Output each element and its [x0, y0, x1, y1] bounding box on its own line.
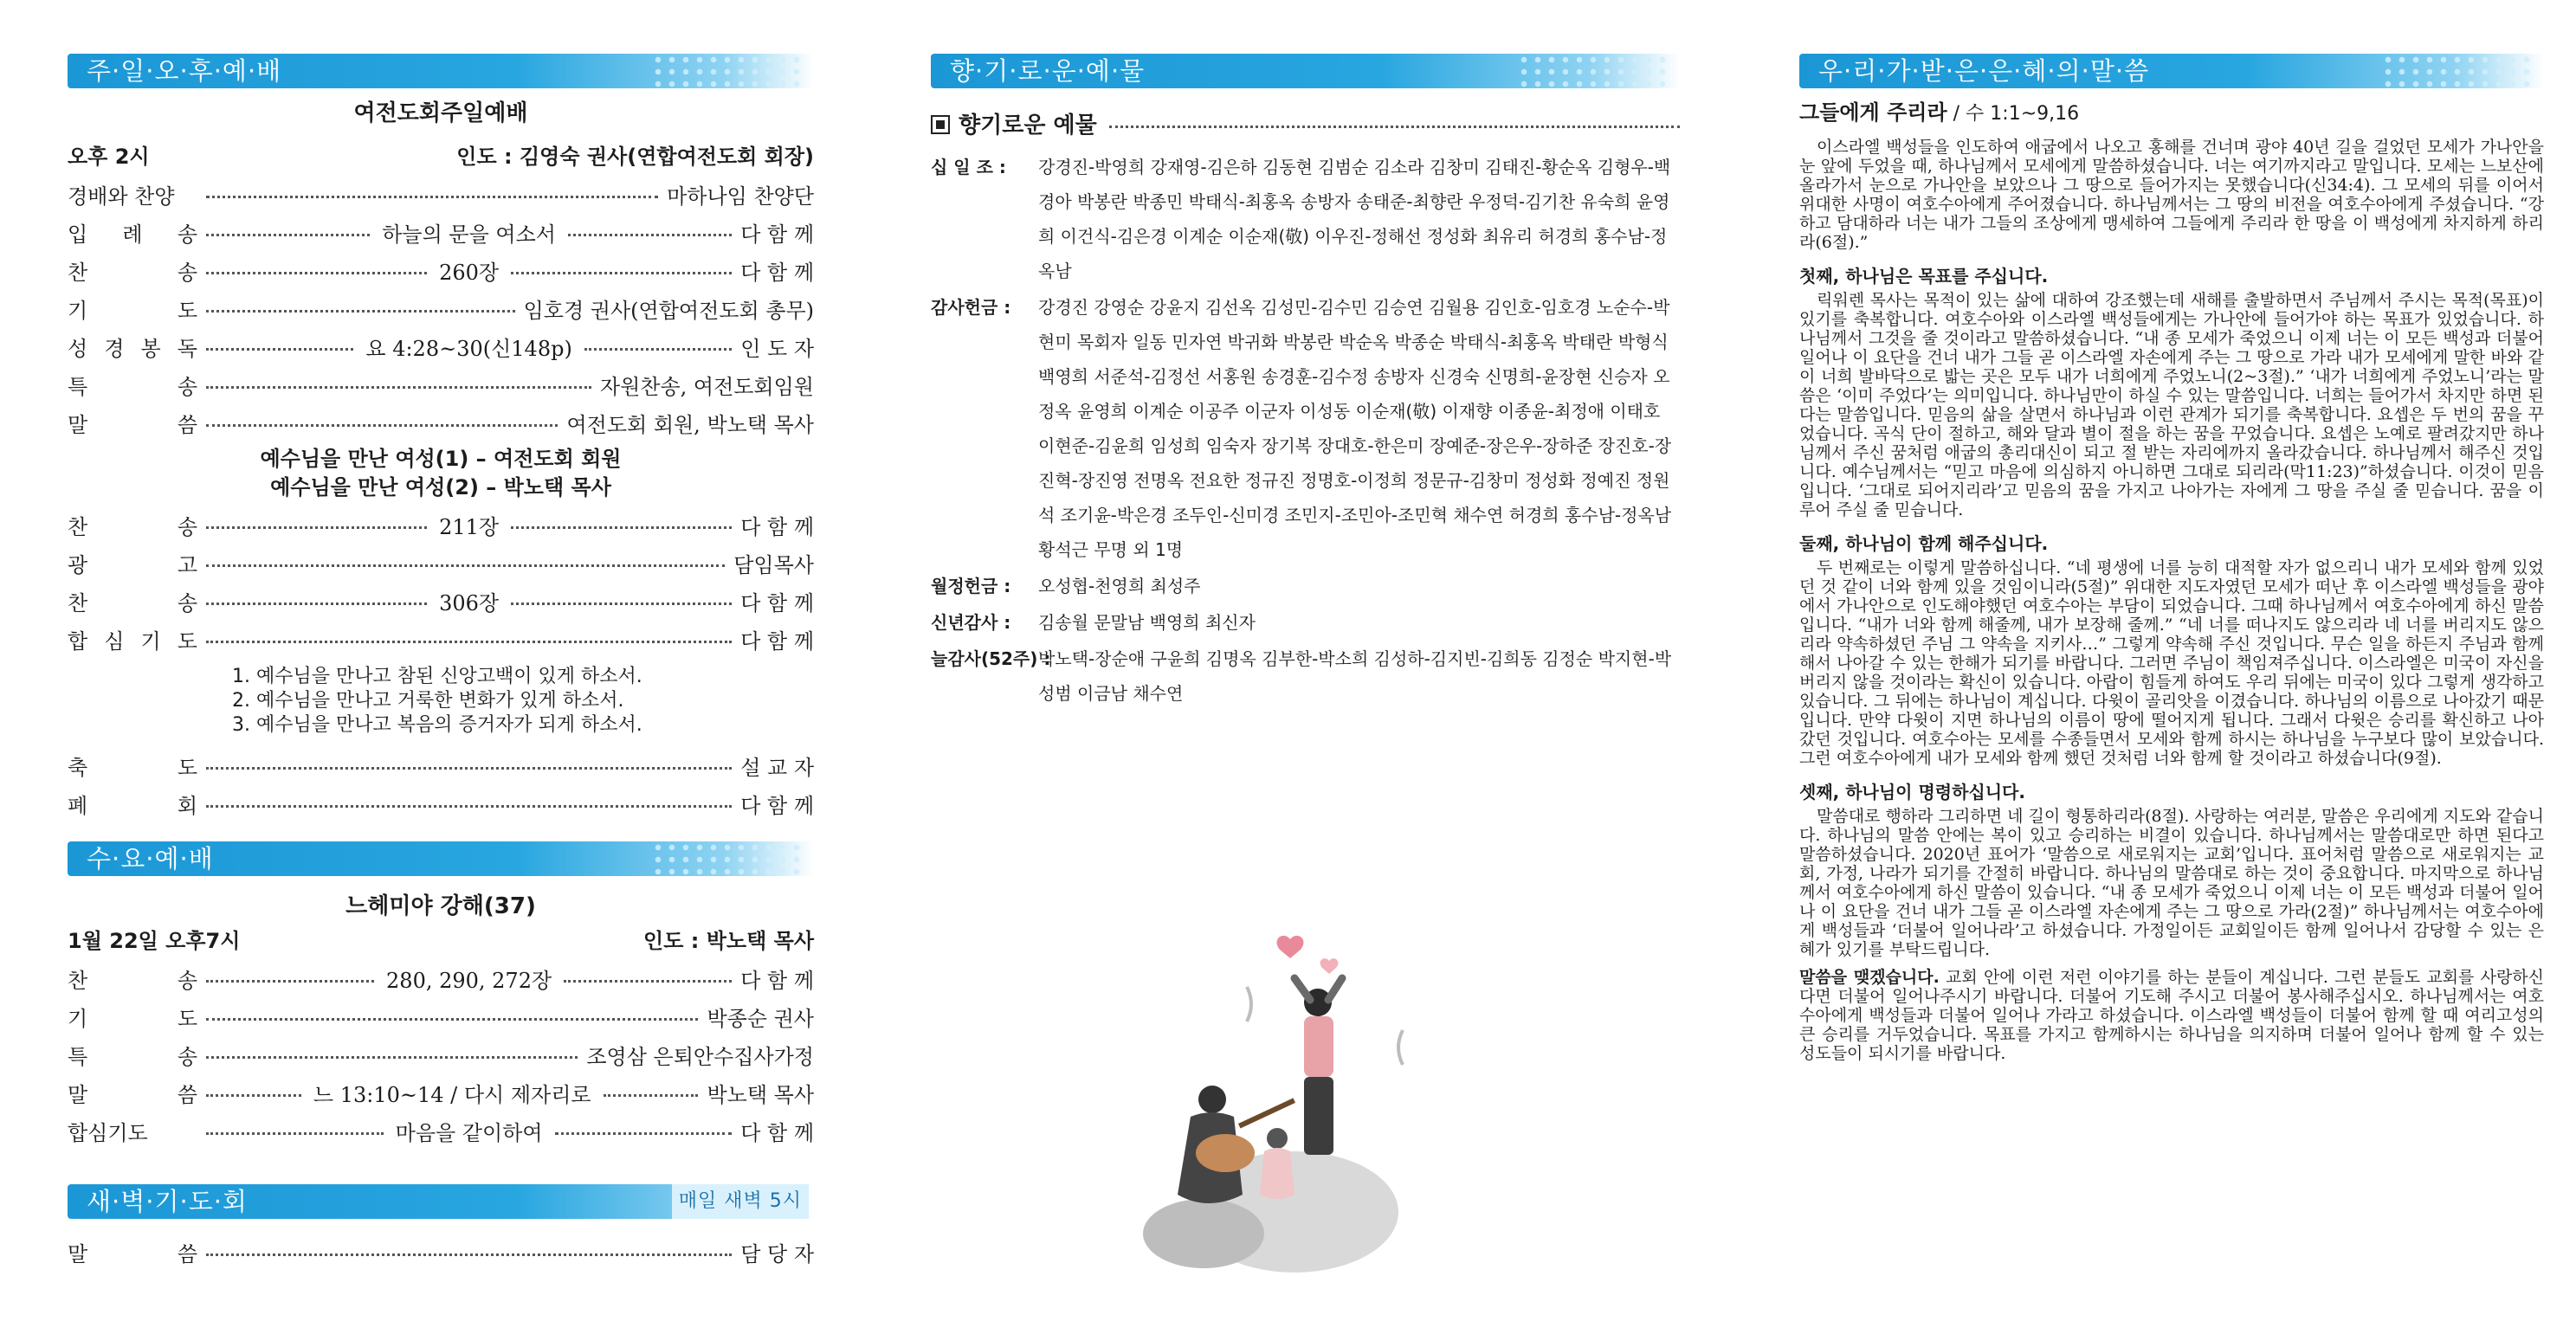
- order-label: [68, 1002, 197, 1032]
- order-person: 설 교 자: [740, 755, 814, 780]
- sunday-head: [68, 139, 814, 170]
- worship-order-column: [68, 54, 814, 1271]
- order-person: 박노택 목사: [707, 1082, 815, 1107]
- order-label-char: 찬: [68, 514, 88, 539]
- sunday-order-list-2: [68, 506, 814, 658]
- order-label-char: 폐: [68, 793, 88, 818]
- order-row: [68, 746, 814, 784]
- dotted-leader: [206, 1132, 384, 1135]
- order-label-char: 성: [68, 336, 88, 361]
- offerings-column: [931, 54, 1680, 712]
- dotted-leader: [206, 272, 427, 274]
- sermon-reference: / 수 1:1~9,16: [1947, 103, 2080, 125]
- dotted-leader: [206, 564, 725, 567]
- order-label-char: 독: [177, 336, 197, 361]
- order-row: [68, 403, 814, 441]
- order-detail: 요 4:28~30(신148p): [365, 336, 572, 361]
- dotted-leader: [206, 234, 370, 236]
- order-label-char: 합심기도: [68, 1120, 148, 1145]
- banner-dots: [2381, 54, 2537, 88]
- order-label-char: 찬: [68, 968, 88, 993]
- dotted-leader: [206, 424, 558, 427]
- dotted-leader: [555, 1132, 733, 1135]
- dotted-leader: [206, 1094, 301, 1097]
- heading-dotted-rule: [1109, 126, 1680, 128]
- order-label-char: 찬: [68, 590, 88, 615]
- order-row: [68, 175, 814, 213]
- order-detail: 마음을 같이하여: [395, 1120, 543, 1145]
- offering-row: [931, 150, 1680, 288]
- order-person: 다 함 께: [740, 590, 814, 615]
- offering-row: [931, 641, 1680, 711]
- order-detail: 211장: [439, 514, 500, 539]
- order-person: 마하나임 찬양단: [667, 184, 814, 209]
- sunday-order-list-1: [68, 175, 814, 441]
- offerings-banner-title: 향·기·로·운·예·물: [950, 56, 1146, 86]
- wednesday-banner: [68, 841, 814, 876]
- order-person: 다 함 께: [740, 968, 815, 993]
- wednesday-banner-title: 수·요·예·배: [87, 844, 214, 873]
- order-person: 다 함 께: [740, 222, 815, 247]
- section-heading: 둘째, 하나님이 함께 해주십니다.: [1799, 533, 2049, 554]
- dawn-banner: [68, 1184, 814, 1219]
- order-detail: 260장: [439, 260, 500, 285]
- dotted-leader: [511, 272, 732, 274]
- dotted-leader: [511, 526, 732, 529]
- closing-body: 교회 안에 이런 저런 이야기를 하는 분들이 계십니다. 그런 분들도 교회를 사랑하신다면 더불어 일어나주시기 바랍니다. 더불어 기도해 주시고 더불어 봉사해주십시오. 하나님께서는 여호수아에게 백성들과 더불어 일어나 가라고 하셨습니다. 이스라엘 백성들이 더불어 함께 할 때 여리고성의 큰 승리를 거두었습니다. 목표를 가지고 함께하시는 하나님을 의지하며 더불어 일어나 함께 할 수 있는 성도들이 되시기를 바랍니다.: [1799, 968, 2545, 1063]
- order-row: [68, 620, 814, 658]
- order-row: [68, 506, 814, 544]
- square-bullet-icon: [931, 115, 950, 134]
- order-label-char: 례: [122, 222, 143, 247]
- order-label-char: 말: [68, 1082, 88, 1107]
- order-detail: 306장: [439, 590, 500, 615]
- order-label-char: 말: [68, 1241, 88, 1266]
- dotted-leader: [206, 386, 591, 389]
- dawn-banner-title: 새·벽·기·도·회: [87, 1187, 248, 1216]
- dotted-leader: [511, 603, 732, 605]
- banner-dots: [651, 841, 807, 876]
- order-label: [68, 1040, 197, 1070]
- order-label-char: 말: [68, 412, 88, 437]
- order-row: [68, 1233, 814, 1271]
- order-person: 박종순 권사: [707, 1006, 814, 1031]
- offering-names: 박노택-장순애 구윤희 김명옥 김부한-박소희 김성하-김지빈-김희동 김정순 박지현-박성범 이금남 채수연: [1038, 648, 1672, 704]
- order-label-char: 기: [68, 298, 88, 323]
- section-body: 말씀대로 행하라 그리하면 네 길이 형통하리라(8절). 사랑하는 여러분, 말씀은 우리에게 지도와 같습니다. 하나님의 말씀 안에는 복이 있고 승리하는 비결이 있습니다. 하나님께서는 말씀대로만 하면 된다고 말씀하셨습니다. 2020년 표어가 ‘말씀으로 새로워지는 교회’입니다. 표어처럼 말씀으로 새로워지는 교회, 가정, 나라가 되기를 간절히 바랍니다. 하나님의 말씀대로 하는 것이 중요합니다. 마지막으로 하나님께서 여호수아에게 하신 말씀이 있습니다. “내 종 모세가 죽었으니 이제 너는 이 모든 백성과 더불어 일어나 이 요단을 건너 내가 그들 곧 이스라엘 자손에게 주는 그 땅으로 가라(2절)” 하나님께서는 여호수아에게 백성들과 ‘더불어 일어나라’고 하셨습니다. 가정일이든 교회일이든 함께 일어나서 감당할 수 있는 은혜가 있기를 부탁드립니다.: [1799, 807, 2544, 959]
- order-detail: 280, 290, 272장: [386, 968, 552, 993]
- order-person: 다 함 께: [740, 628, 814, 654]
- order-label: [68, 293, 197, 324]
- order-label: [68, 408, 197, 438]
- banner-dots: [651, 54, 807, 88]
- order-label-char: 송: [177, 514, 197, 539]
- dotted-leader: [604, 1094, 699, 1097]
- order-row: [68, 959, 814, 997]
- order-label-char: 광: [68, 552, 88, 577]
- order-label-char: 고: [177, 552, 197, 577]
- order-label: [68, 751, 197, 781]
- offering-label: 늘감사(52주) :: [931, 648, 1051, 669]
- dotted-leader: [206, 980, 374, 983]
- sermon-intro: 이스라엘 백성들을 인도하여 애굽에서 나오고 홍해를 건너며 광야 40년 길을 걸었던 모세가 가나안을 눈 앞에 두었을 때, 하나님께서 모세에게 말씀하셨습니다. 너는 여기까지라고 말입니다. 모세는 느보산에 올라가서 눈으로 가나안을 보았으나 그 땅으로 들어가지는 못했습니다(신34:4). 그 모세의 뒤를 이어서 위대한 사명이 여호수아에게 주어졌습니다. 하나님께서는 그 땅의 비전을 여호수아에게 주셨습니다. “강하고 담대하라 너는 내가 그들의 조상에게 맹세하여 그들에게 주리라 한 땅을 이 백성에게 차지하게 하리라(6절).”: [1799, 138, 2544, 252]
- dotted-leader: [206, 1056, 578, 1059]
- order-label-char: 특: [68, 374, 88, 399]
- order-person: 담임목사: [733, 552, 814, 577]
- order-label: [68, 789, 197, 819]
- dotted-leader: [568, 234, 732, 236]
- order-label-char: 도: [177, 298, 197, 323]
- order-label-char: 특: [68, 1044, 88, 1069]
- sunday-title: 여전도회주일예배: [353, 100, 528, 126]
- order-person: 임호경 권사(연합여전도회 총무): [523, 298, 814, 323]
- order-label-char: 송: [177, 1044, 197, 1069]
- order-label-char: 경배와 찬양: [68, 184, 175, 209]
- section-heading: 첫째, 하나님은 목표를 주십니다.: [1799, 266, 2049, 287]
- order-label-char: 경: [104, 336, 125, 361]
- offering-names: 강경진 강영순 강윤지 김선옥 김성민-김수민 김승연 김월용 김인호-임호경 노순수-박현미 목회자 일동 민자연 박귀화 박봉란 박순옥 박종순 박태식-최홍옥 박태란 박형식 백영희 서준석-김정선 서홍원 송경훈-김수정 송방자 신경숙 신명희-윤장현 신승자 오정옥 윤영희 이계순 이공주 이군자 이성동 이순재(敬) 이재향 이종윤-최정애 이태호 이현준-김윤희 임성희 임숙자 장기복 장대호-한은미 장예준-장은우-장하준 장진호-장진혁-장진영 전명옥 전요한 정규진 정명호-이정희 정문규-김창미 정성화 정예진 정원석 조기윤-박은경 조두인-신미경 조민지-조민아-조민혁 채수연 허경희 홍수남-정옥남 황석근 무명 외 1명: [1038, 297, 1672, 560]
- order-label: [68, 510, 197, 540]
- order-label-char: 봉: [140, 336, 161, 361]
- dotted-leader: [206, 1253, 732, 1256]
- dotted-leader: [206, 526, 427, 529]
- offering-label: 신년감사 :: [931, 612, 1011, 633]
- order-person: 담 당 자: [740, 1241, 814, 1266]
- dotted-leader: [206, 1018, 698, 1021]
- order-row: [68, 997, 814, 1035]
- offerings-heading-text: 향기로운 예물: [959, 113, 1097, 139]
- sunday-time: 오후 2시: [68, 145, 150, 169]
- banner-dots: [1517, 54, 1673, 88]
- sunday-leader: 인도 : 김영숙 권사(연합여전도회 회장): [456, 145, 814, 169]
- wednesday-order-list: [68, 959, 814, 1150]
- wednesday-leader: 인도 : 박노택 목사: [643, 929, 814, 953]
- order-person: 조영삼 은퇴안수집사가정: [586, 1044, 814, 1069]
- dotted-leader: [206, 348, 353, 351]
- order-detail: 하늘의 문을 여소서: [382, 222, 556, 247]
- sermon-title: [1799, 95, 2544, 126]
- order-row: [68, 327, 814, 365]
- order-person: 여전도회 회원, 박노택 목사: [566, 412, 814, 437]
- dotted-leader: [206, 767, 732, 770]
- offering-row: [931, 290, 1680, 567]
- order-label-char: 송: [177, 590, 197, 615]
- order-person: 자원찬송, 여전도회임원: [599, 374, 814, 399]
- prayer-topics: [232, 665, 814, 738]
- section-body: 릭워렌 목사는 목적이 있는 삶에 대하여 강조했는데 새해를 출발하면서 주님께서 주시는 목적(목표)이 있기를 축복합니다. 여호수아와 이스라엘 백성들에게는 가나안에 들어가야 하는 목표가 있었습니다. 하나님께서 그것을 줄 것이라고 말씀하셨습니다. “내 종 모세가 죽었으니 이제 너는 이 모든 백성과 더불어 일어나 이 요단을 건너 내가 그들 곧 이스라엘 자손에게 주는 그 땅으로 가라 내가 모세에게 말한 바와 같이 너희 발바닥으로 밟는 곳은 모두 내가 너희에게 주었노니(2~3절).” ‘내가 너희에게 주었노니’라는 말씀은 ‘이미 주었다’는 의미입니다. 하나님만이 하실 수 있는 말씀입니다. 너희는 들어가서 차지만 하면 된다는 말씀입니다. 믿음의 삶을 살면서 하나님과 이런 관계가 되기를 축복합니다. 요셉은 두 번의 꿈을 꾸었습니다. 곡식 단이 절하고, 해와 달과 별이 절을 하는 꿈을 꾸었습니다. 요셉은 노예로 팔려갔지만 하나님께서 주신 꿈처럼 애굽의 총리대신이 되고 절 받는 자리에까지 올라갔습니다. 하나님께서 해주신 것입니다. 예수님께서는 “믿고 마음에 의심하지 아니하면 그대로 되리라(막11:23)”하셨습니다. 이것이 믿음입니다. ‘그대로 되어지리라’고 믿음의 꿈을 가지고 나아가는 자에게 그 땅을 주실 줄 믿습니다. 꿈을 이루어 주실 줄 믿습니다.: [1799, 291, 2544, 519]
- order-label: [68, 1078, 197, 1108]
- offerings-heading: [931, 107, 1680, 139]
- offerings-list: [931, 150, 1680, 711]
- order-label: [68, 1237, 197, 1267]
- order-label-char: 도: [177, 628, 197, 654]
- order-row: [68, 582, 814, 620]
- order-person: 인 도 자: [740, 336, 815, 361]
- order-label-char: 기: [140, 628, 161, 654]
- order-label-char: 도: [177, 755, 197, 780]
- order-row: [68, 1035, 814, 1073]
- dotted-leader: [584, 348, 732, 351]
- dotted-leader: [206, 641, 732, 643]
- offering-label: 감사헌금 :: [931, 297, 1011, 318]
- dotted-leader: [206, 805, 732, 808]
- worship-illustration: [1117, 926, 1472, 1290]
- prayer-item: 1. 예수님을 만나고 참된 신앙고백이 있게 하소서.: [232, 666, 642, 687]
- prayer-item: 3. 예수님을 만나고 복음의 증거자가 되게 하소서.: [232, 714, 642, 736]
- sermon-closing: [1799, 968, 2544, 1063]
- order-label: [68, 217, 197, 248]
- order-row: [68, 365, 814, 403]
- offering-row: [931, 605, 1680, 640]
- order-label: [68, 548, 197, 578]
- order-label-char: 송: [177, 374, 197, 399]
- sunday-banner-title: 주·일·오·후·예·배: [87, 56, 282, 86]
- order-label-char: 송: [177, 968, 197, 993]
- wednesday-head: [68, 924, 814, 954]
- sermon-title-1: 예수님을 만난 여성(1) – 여전도회 회원: [260, 447, 622, 471]
- order-label-char: 심: [104, 628, 125, 654]
- order-person: 다 함 께: [740, 260, 814, 285]
- dotted-leader: [206, 310, 515, 313]
- sunday-order-list-3: [68, 746, 814, 822]
- offering-names: 강경진-박영희 강재영-김은하 김동현 김범순 김소라 김창미 김태진-황순옥 김형우-백경아 박봉란 박종민 박태식-최홍옥 송방자 송태준-최향란 우정덕-김기찬 유숙희 윤영희 이건식-김은경 이계순 이순재(敬) 이우진-정해선 정성화 최유리 허경희 홍수남-정옥남: [1038, 157, 1671, 281]
- order-label-char: 입: [68, 222, 88, 247]
- order-label: [68, 255, 197, 286]
- sermon-banner: [1799, 54, 2544, 88]
- offering-row: [931, 569, 1680, 603]
- order-label-char: 도: [177, 1006, 197, 1031]
- offering-names: 김송월 문말남 백영희 최신자: [1038, 612, 1256, 633]
- order-person: 다 함 께: [740, 793, 814, 818]
- order-label: [68, 624, 197, 654]
- sermon-titles: [68, 445, 814, 502]
- order-person: 다 함 께: [740, 514, 814, 539]
- order-label-char: 기: [68, 1006, 88, 1031]
- order-row: [68, 1112, 814, 1150]
- sunday-banner: [68, 54, 814, 88]
- dawn-order-list: [68, 1233, 814, 1271]
- sermon-banner-title: 우·리·가·받·은·은·혜·의·말·씀: [1818, 56, 2150, 86]
- order-label-char: 회: [177, 793, 197, 818]
- sermon-title-2: 예수님을 만난 여성(2) – 박노택 목사: [270, 475, 611, 499]
- order-row: [68, 289, 814, 327]
- dotted-leader: [564, 980, 732, 983]
- wednesday-time: 1월 22일 오후7시: [68, 929, 241, 953]
- offerings-banner: [931, 54, 1680, 88]
- dotted-leader: [206, 196, 658, 198]
- order-label: [68, 370, 197, 400]
- order-row: [68, 784, 814, 822]
- section-heading: 셋째, 하나님이 명령하십니다.: [1799, 782, 2025, 802]
- order-label-char: 찬: [68, 260, 88, 285]
- offering-names: 오성협-천영희 최성주: [1038, 576, 1201, 596]
- sermon-title-text: 그들에게 주리라: [1799, 100, 1947, 125]
- order-row: [68, 251, 814, 289]
- closing-heading: 말씀을 맺겠습니다.: [1799, 968, 1940, 987]
- order-label: [68, 1116, 197, 1146]
- order-person: 다 함 께: [740, 1120, 815, 1145]
- order-detail: 느 13:10~14 / 다시 제자리로: [313, 1082, 591, 1107]
- dotted-leader: [206, 603, 427, 605]
- order-label-char: 송: [177, 222, 197, 247]
- order-label-char: 송: [177, 260, 197, 285]
- dawn-time-badge: 매일 새벽 5시: [672, 1184, 809, 1219]
- order-label-char: 축: [68, 755, 88, 780]
- offering-label: 월정헌금 :: [931, 576, 1011, 596]
- order-label-char: 씀: [177, 412, 197, 437]
- section-body: 두 번째로는 이렇게 말씀하십니다. “네 평생에 너를 능히 대적할 자가 없으리니 내가 모세와 함께 있었던 것 같이 너와 함께 있을 것임이니라(5절)” 위대한 지도자였던 모세가 떠난 후 이스라엘 백성들을 광야에서 가나안으로 인도해야했던 여호수아는 부담이 되었습니다. 그때 하나님께서 여호수아에게 하신 말씀입니다. “내가 너와 함께 해줄께, 내가 보장해 줄께.” “네 너를 떠나지도 않으리라 네 너를 버리지도 않으리라 약속하셨던 주님 그 약속을 지키사…” 그렇게 약속해 주신 것입니다. 무슨 일을 하든지 주님과 함께 해서 나아갈 수 있는 한해가 되기를 바랍니다. 그러면 주님이 책임져주십니다. 이스라엘은 미국이 자신을 버리지 않을 것이라는 확신이 있습니다. 아랍이 힘들게 하여도 우리 뒤에는 미국이 있다 그렇게 생각하고 있습니다. 그 뒤에는 하나님이 계십니다. 다윗이 골리앗을 이겼습니다. 하나님의 이름으로 나아갔기 때문입니다. 만약 다윗이 지면 하나님의 이름이 땅에 떨어지게 됩니다. 그래서 다윗은 승리를 확신하고 나아갔던 것입니다. 여호수아는 모세를 수종들면서 모세와 함께 하시는 하나님을 누구보다 많이 보았습니다. 그런 여호수아에게 내가 모세와 함께 했던 것처럼 너와 함께 할 것이라고 하셨습니다(9절).: [1799, 558, 2544, 768]
- order-label: [68, 586, 197, 616]
- offering-label: 십 일 조 :: [931, 157, 1006, 177]
- order-label: [68, 963, 197, 994]
- order-label-char: 합: [68, 628, 88, 654]
- order-label-char: 씀: [177, 1241, 197, 1266]
- order-label: [68, 332, 197, 362]
- sermon-summary-column: [1799, 54, 2544, 1072]
- wednesday-title: 느헤미야 강해(37): [345, 893, 536, 919]
- prayer-item: 2. 예수님을 만나고 거룩한 변화가 있게 하소서.: [232, 690, 624, 712]
- order-label: [68, 179, 197, 209]
- order-row: [68, 1073, 814, 1112]
- order-row: [68, 213, 814, 251]
- order-row: [68, 544, 814, 582]
- order-label-char: 씀: [177, 1082, 197, 1107]
